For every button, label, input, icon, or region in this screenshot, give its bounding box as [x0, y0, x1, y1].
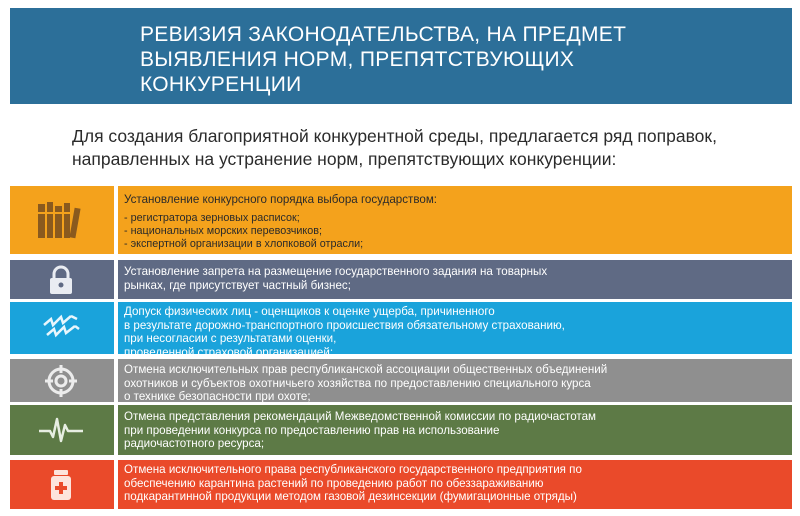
proposal-row-hunting [10, 359, 792, 402]
page-title: РЕВИЗИЯ ЗАКОНОДАТЕЛЬСТВА, НА ПРЕДМЕТ ВЫЯВЛЕНИЯ НОРМ, ПРЕПЯТСТВУЮЩИХ КОНКУРЕНЦИИ [140, 23, 627, 96]
proposal-heading: Отмена исключительных прав республиканской ассоциации общественных объединений охотников и субъектов охотничьего хозяйства по предоставлению специального курса о технике безопасности при охоте; [124, 363, 608, 403]
row-divider [114, 359, 118, 402]
proposal-row-appraisers [10, 302, 792, 359]
row-divider [114, 405, 118, 455]
proposal-row-radio [10, 405, 792, 455]
crash-icon [10, 302, 112, 354]
books-icon [10, 186, 112, 254]
proposal-row-tender [10, 186, 792, 254]
crosshair-icon [10, 359, 112, 402]
proposal-text [124, 363, 782, 404]
row-divider [114, 460, 118, 509]
medicine-bottle-icon [10, 460, 112, 509]
row-divider [114, 302, 118, 354]
list-item: - регистратора зерновых расписок; [124, 211, 300, 224]
row-divider [114, 260, 118, 299]
proposal-text [124, 463, 782, 504]
proposal-text [124, 265, 782, 292]
proposal-row-state-order [10, 260, 792, 299]
proposal-list [124, 212, 782, 251]
intro-text: Для создания благоприятной конкурентной среды, предлагается ряд поправок, направленных на устранение норм, препятствующих конкуренции: [72, 126, 717, 169]
proposal-heading: Установление запрета на размещение государственного задания на товарных рынках, где присутствует частный бизнес; [124, 265, 548, 292]
proposal-heading: Допуск физических лиц - оценщиков к оценке ущерба, причиненного в результате дорожно-транспортного происшествия обязательному страхованию, при несогласии с результатами оценки, проведенной страховой организацией; [124, 305, 565, 359]
proposal-heading: Отмена исключительного права республиканского государственного предприятия по обеспечению карантина растений по проведению работ по обеззараживанию подкарантинной продукции методом газовой дезинсекции (фумигационные отряды) [124, 463, 582, 503]
header-banner [10, 8, 792, 104]
radio-wave-icon [10, 405, 112, 455]
row-divider [114, 186, 118, 254]
proposal-text [124, 410, 782, 451]
proposal-row-quarantine [10, 460, 792, 509]
proposal-text [124, 193, 782, 251]
proposal-text [124, 305, 782, 359]
list-item: - экспертной организации в хлопковой отрасли; [124, 237, 364, 250]
proposal-heading: Отмена представления рекомендаций Межведомственной комиссии по радиочастотам при проведении конкурса по предоставлению прав на использование радиочастотного ресурса; [124, 410, 597, 450]
lock-icon [10, 260, 112, 299]
list-item: - национальных морских перевозчиков; [124, 224, 322, 237]
proposal-heading: Установление конкурсного порядка выбора государством: [124, 193, 438, 206]
